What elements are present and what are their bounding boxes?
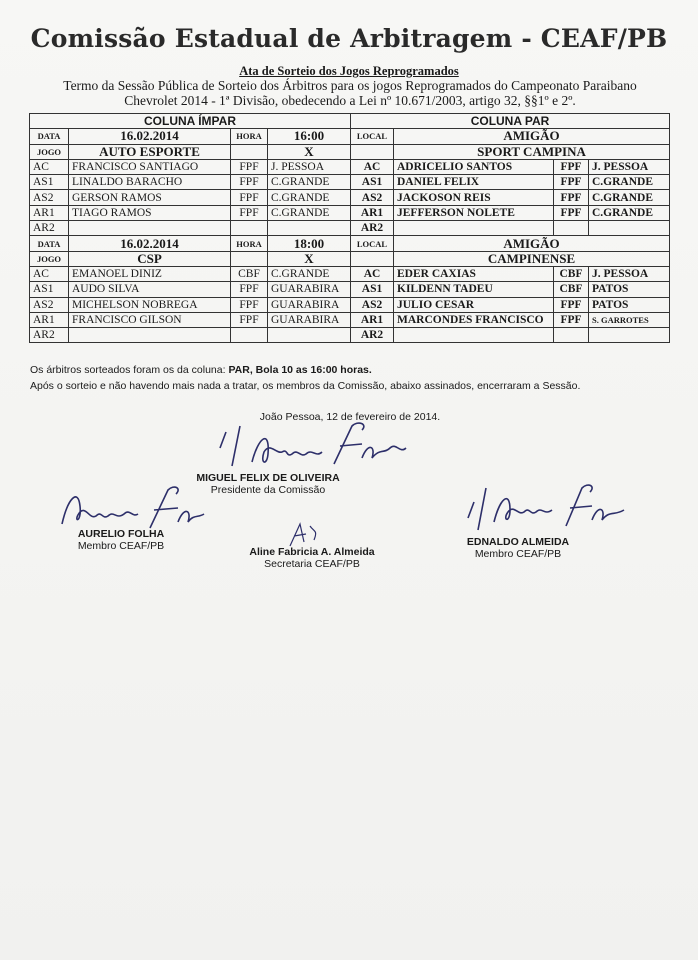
role: AR1: [351, 312, 394, 327]
member2-block: [458, 536, 578, 560]
referee-name: [394, 221, 554, 236]
member1-signature: [58, 484, 208, 534]
jogo-label: JOGO: [30, 144, 69, 159]
referee-name: DANIEL FELIX: [394, 175, 554, 190]
table-row: [30, 205, 670, 220]
referee-name: ADRICELIO SANTOS: [394, 159, 554, 174]
col-par-header: COLUNA PAR: [351, 114, 670, 129]
president-signature: [212, 418, 412, 480]
referee-name: MARCONDES FRANCISCO: [394, 312, 554, 327]
referee-name: JACKOSON REIS: [394, 190, 554, 205]
org: CBF: [554, 266, 589, 281]
data-label: DATA: [30, 129, 69, 144]
closing-line: Após o sorteio e não havendo mais nada a tratar, os membros da Comissão, abaixo assinados, encerraram a Sessão.: [30, 380, 581, 392]
role: AS1: [351, 175, 394, 190]
city: C.GRANDE: [268, 205, 351, 220]
game-1-par-team: SPORT CAMPINA: [394, 144, 670, 159]
org: FPF: [231, 175, 268, 190]
referee-name: JULIO CESAR: [394, 297, 554, 312]
game-1-impar-team: AUTO ESPORTE: [69, 144, 231, 159]
referee-name: LINALDO BARACHO: [69, 175, 231, 190]
game-2-local: AMIGÃO: [394, 236, 670, 251]
blank-cell: [351, 144, 394, 159]
org: FPF: [231, 190, 268, 205]
table-row: [30, 159, 670, 174]
role: AR2: [351, 328, 394, 343]
referee-name: EDER CAXIAS: [394, 266, 554, 281]
table-row: [30, 221, 670, 236]
table-row: [30, 282, 670, 297]
org: FPF: [554, 297, 589, 312]
referee-table: [29, 113, 670, 343]
org: FPF: [554, 175, 589, 190]
game-1-date-row: [30, 129, 670, 144]
org: FPF: [231, 297, 268, 312]
org: CBF: [554, 282, 589, 297]
member2-role: Membro CEAF/PB: [474, 548, 562, 560]
city: C.GRANDE: [268, 175, 351, 190]
role: AS1: [30, 175, 69, 190]
document-subtitle: Ata de Sorteio dos Jogos Reprogramados: [239, 64, 459, 78]
org: [231, 328, 268, 343]
table-header-row: [30, 114, 670, 129]
referee-name: JEFFERSON NOLETE: [394, 205, 554, 220]
game-2-impar-team: CSP: [69, 251, 231, 266]
referee-name: KILDENN TADEU: [394, 282, 554, 297]
role: AS2: [30, 297, 69, 312]
table-row: [30, 297, 670, 312]
game-2-jogo-row: [30, 251, 670, 266]
referee-name: FRANCISCO GILSON: [69, 312, 231, 327]
city: J. PESSOA: [589, 159, 670, 174]
role: AS2: [351, 297, 394, 312]
city: PATOS: [589, 297, 670, 312]
org: FPF: [231, 312, 268, 327]
role: AR1: [30, 205, 69, 220]
hora-label: HORA: [231, 236, 268, 251]
role: AR2: [351, 221, 394, 236]
org: [231, 221, 268, 236]
hora-label: HORA: [231, 129, 268, 144]
org: FPF: [231, 205, 268, 220]
city: C.GRANDE: [268, 266, 351, 281]
document-title: Comissão Estadual de Arbitragem - CEAF/PB: [30, 24, 668, 53]
org: [554, 328, 589, 343]
referee-name: TIAGO RAMOS: [69, 205, 231, 220]
city: C.GRANDE: [268, 190, 351, 205]
org: FPF: [554, 159, 589, 174]
city: [589, 221, 670, 236]
game-2-x: X: [268, 251, 351, 266]
city: S. GARROTES: [589, 312, 670, 327]
member1-block: [66, 528, 176, 552]
table-row: [30, 190, 670, 205]
city: GUARABIRA: [268, 282, 351, 297]
game-1-x: X: [268, 144, 351, 159]
table-row: [30, 328, 670, 343]
game-1-date: 16.02.2014: [69, 129, 231, 144]
blank-cell: [231, 144, 268, 159]
data-label: DATA: [30, 236, 69, 251]
role: AS2: [351, 190, 394, 205]
city: J. PESSOA: [268, 159, 351, 174]
role: AC: [351, 159, 394, 174]
referee-name: GERSON RAMOS: [69, 190, 231, 205]
org: FPF: [554, 205, 589, 220]
city: GUARABIRA: [268, 297, 351, 312]
result-line: [30, 364, 670, 376]
member1-role: Membro CEAF/PB: [77, 540, 165, 552]
game-2-date-row: [30, 236, 670, 251]
game-2-par-team: CAMPINENSE: [394, 251, 670, 266]
role: AR2: [30, 328, 69, 343]
jogo-label: JOGO: [30, 251, 69, 266]
secretary-name: Aline Fabricia A. Almeida: [249, 546, 375, 558]
org: FPF: [231, 282, 268, 297]
secretary-role: Secretaria CEAF/PB: [264, 558, 360, 570]
table-row: [30, 312, 670, 327]
intro-paragraph: [30, 78, 670, 108]
org: FPF: [554, 190, 589, 205]
role: AR1: [351, 205, 394, 220]
city: C.GRANDE: [589, 205, 670, 220]
member2-signature: [462, 480, 628, 534]
org: FPF: [231, 159, 268, 174]
role: AC: [351, 266, 394, 281]
game-1-jogo-row: [30, 144, 670, 159]
referee-name: [69, 328, 231, 343]
game-1-hora: 16:00: [268, 129, 351, 144]
city: [268, 221, 351, 236]
president-role: Presidente da Comissão: [210, 484, 326, 496]
role: AS1: [351, 282, 394, 297]
referee-name: [69, 221, 231, 236]
role: AC: [30, 266, 69, 281]
place-date: João Pessoa, 12 de fevereiro de 2014.: [259, 411, 441, 423]
secretary-block: [222, 546, 402, 570]
referee-name: FRANCISCO SANTIAGO: [69, 159, 231, 174]
city: [268, 328, 351, 343]
city: [589, 328, 670, 343]
role: AS2: [30, 190, 69, 205]
col-impar-header: COLUNA ÍMPAR: [30, 114, 351, 129]
intro-line-2: Chevrolet 2014 - 1ª Divisão, obedecendo a Lei nº 10.671/2003, artigo 32, §§1º e 2º.: [124, 93, 576, 108]
game-2-hora: 18:00: [268, 236, 351, 251]
table-row: [30, 266, 670, 281]
city: J. PESSOA: [589, 266, 670, 281]
city: C.GRANDE: [589, 175, 670, 190]
role: AS1: [30, 282, 69, 297]
table-row: [30, 175, 670, 190]
blank-cell: [231, 251, 268, 266]
result-prefix: Os árbitros sorteados foram os da coluna:: [30, 364, 229, 376]
intro-line-1: Termo da Sessão Pública de Sorteio dos Árbitros para os jogos Reprogramados do Campeonato Paraibano: [63, 78, 637, 93]
president-name: MIGUEL FELIX DE OLIVEIRA: [196, 472, 340, 484]
member1-name: AURELIO FOLHA: [77, 528, 165, 540]
game-2-date: 16.02.2014: [69, 236, 231, 251]
local-label: LOCAL: [351, 129, 394, 144]
local-label: LOCAL: [351, 236, 394, 251]
result-highlight: PAR, Bola 10 as 16:00 horas.: [228, 364, 372, 376]
role: AR2: [30, 221, 69, 236]
city: GUARABIRA: [268, 312, 351, 327]
role: AC: [30, 159, 69, 174]
role: AR1: [30, 312, 69, 327]
org: FPF: [554, 312, 589, 327]
city: C.GRANDE: [589, 190, 670, 205]
org: [554, 221, 589, 236]
city: PATOS: [589, 282, 670, 297]
blank-cell: [351, 251, 394, 266]
member2-name: EDNALDO ALMEIDA: [466, 536, 570, 548]
org: CBF: [231, 266, 268, 281]
game-1-local: AMIGÃO: [394, 129, 670, 144]
referee-name: AUDO SILVA: [69, 282, 231, 297]
referee-name: EMANOEL DINIZ: [69, 266, 231, 281]
referee-name: MICHELSON NOBREGA: [69, 297, 231, 312]
referee-name: [394, 328, 554, 343]
